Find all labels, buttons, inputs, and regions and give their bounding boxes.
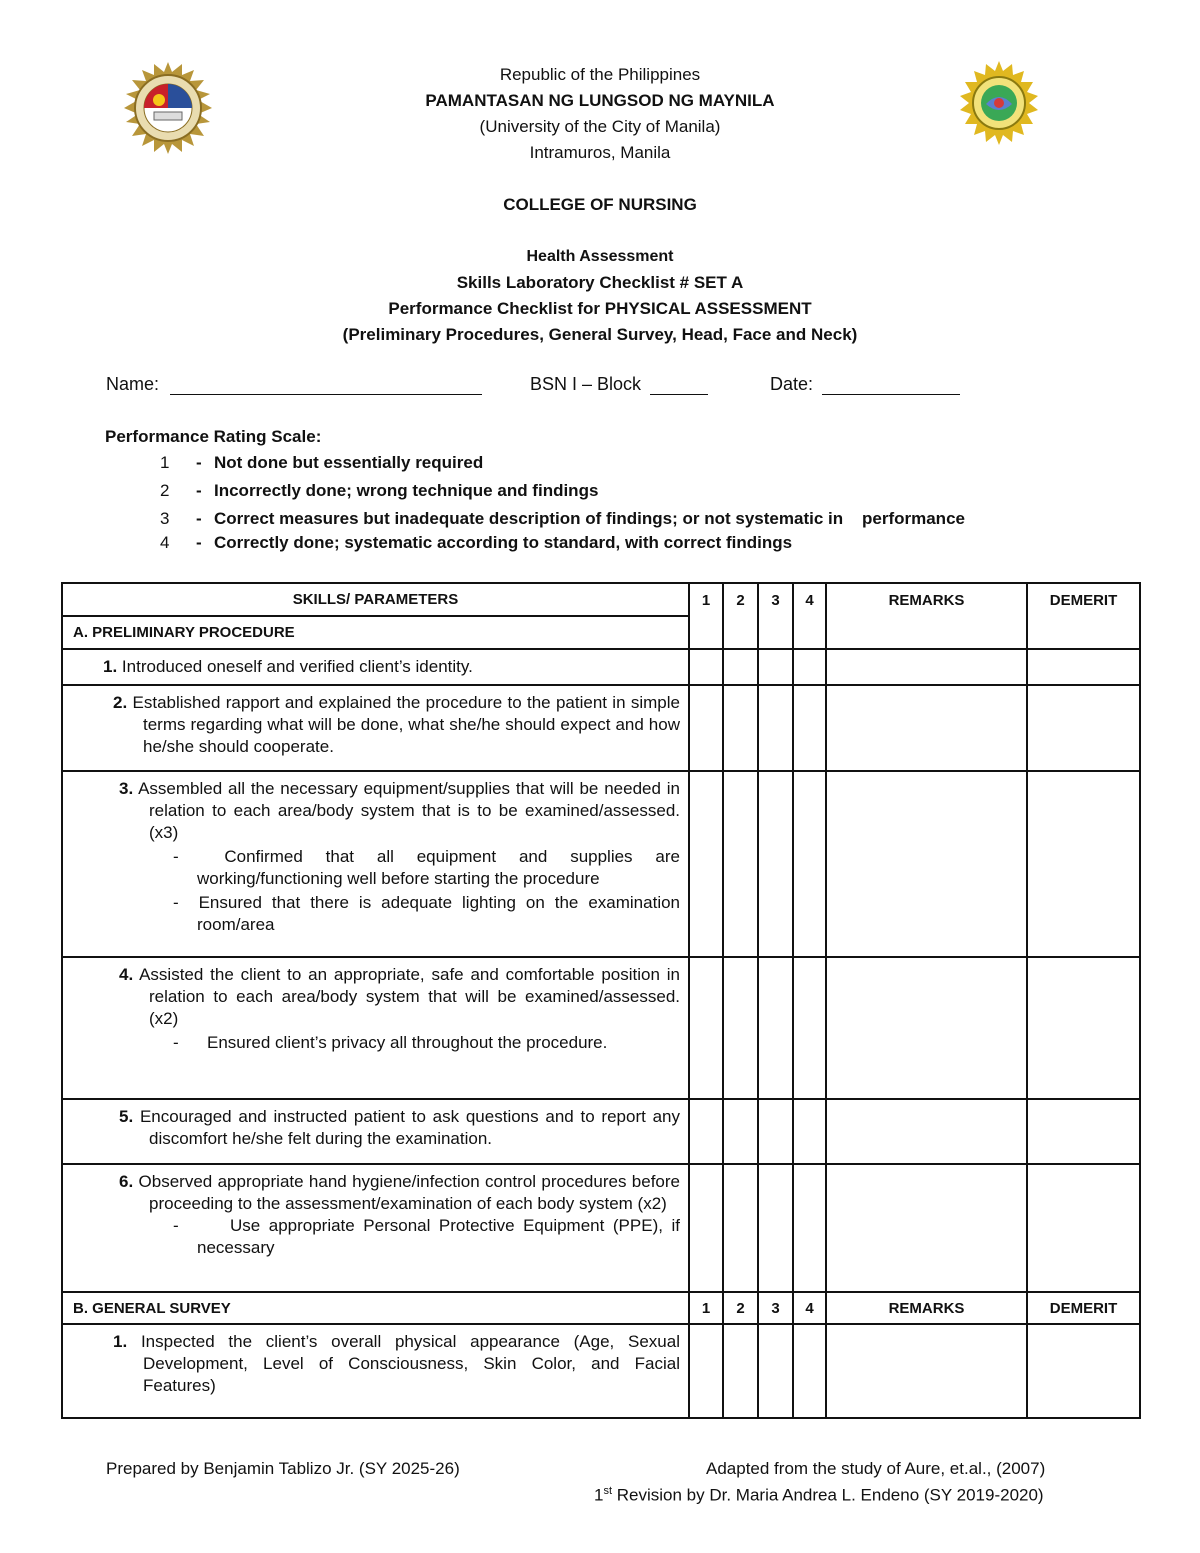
rating-4-cell[interactable] [793, 1099, 826, 1164]
rating-1-header: 1 [689, 1292, 723, 1324]
rating-4-cell[interactable] [793, 771, 826, 957]
rating-scale-item: 1 - Not done but essentially required [160, 453, 484, 472]
rating-1-cell[interactable] [689, 1324, 723, 1418]
sub-item: Use appropriate Personal Protective Equipment (PPE), if necessary [197, 1216, 680, 1257]
rating-scale-item: 4 - Correctly done; systematic according to standard, with correct findings [160, 533, 793, 552]
date-field[interactable] [770, 374, 960, 395]
rating-2-cell[interactable] [723, 685, 758, 771]
rating-3-header: 3 [758, 583, 793, 649]
rating-3-cell[interactable] [758, 1164, 793, 1292]
remarks-cell[interactable] [826, 771, 1027, 957]
rating-description: Incorrectly done; wrong technique and findings [214, 481, 599, 500]
rating-4-cell[interactable] [793, 685, 826, 771]
college-name: COLLEGE OF NURSING [503, 195, 697, 214]
course-name: Health Assessment [526, 248, 674, 265]
rating-number: 3 [160, 509, 170, 528]
rating-2-cell[interactable] [723, 771, 758, 957]
rating-4-header: 4 [793, 1292, 826, 1324]
rating-1-cell[interactable] [689, 771, 723, 957]
remarks-cell[interactable] [826, 957, 1027, 1099]
demerit-cell[interactable] [1027, 1164, 1140, 1292]
checklist-scope: (Preliminary Procedures, General Survey, Head, Face and Neck) [342, 325, 858, 344]
table-row [62, 1324, 1140, 1418]
remarks-cell[interactable] [826, 1324, 1027, 1418]
country-heading: Republic of the Philippines [499, 65, 701, 84]
university-name: PAMANTASAN NG LUNGSOD NG MAYNILA [425, 91, 775, 110]
remarks-cell[interactable] [826, 649, 1027, 685]
remarks-cell[interactable] [826, 1099, 1027, 1164]
demerit-header: DEMERIT [1027, 1292, 1140, 1324]
rating-4-cell[interactable] [793, 649, 826, 685]
block-label: BSN I – Block [530, 374, 642, 394]
table-row [62, 771, 1140, 957]
rating-4-cell[interactable] [793, 1324, 826, 1418]
rating-2-header: 2 [723, 583, 758, 649]
rating-2-cell[interactable] [723, 1099, 758, 1164]
demerit-cell[interactable] [1027, 685, 1140, 771]
rating-1-cell[interactable] [689, 685, 723, 771]
adapted-from: Adapted from the study of Aure, et.al., (2007) [706, 1459, 1046, 1478]
rating-scale-item: 2 - Incorrectly done; wrong technique and findings [160, 481, 599, 500]
rating-2-cell[interactable] [723, 649, 758, 685]
table-row [62, 649, 1140, 685]
remarks-header: REMARKS [826, 1292, 1027, 1324]
rating-number: 1 [160, 453, 170, 472]
rating-2-cell[interactable] [723, 1164, 758, 1292]
rating-1-header: 1 [689, 583, 723, 649]
prepared-by: Prepared by Benjamin Tablizo Jr. (SY 2025-26) [106, 1459, 460, 1478]
sub-item: Ensured client’s privacy all throughout the procedure. [207, 1033, 608, 1052]
checklist-subtitle: Performance Checklist for PHYSICAL ASSESSMENT [388, 299, 812, 318]
skill-item: 5. Encouraged and instructed patient to ask questions and to report any discomfort he/she felt during the examination. [62, 1099, 689, 1164]
sub-item: Ensured that there is adequate lighting on the examination room/area [197, 893, 680, 934]
rating-3-cell[interactable] [758, 1324, 793, 1418]
name-field[interactable] [106, 374, 482, 395]
table-row [62, 1099, 1140, 1164]
rating-3-cell[interactable] [758, 771, 793, 957]
table-row [62, 1164, 1140, 1292]
rating-scale-list [0, 453, 1200, 563]
sub-item: Confirmed that all equipment and supplies are working/functioning well before starting the procedure [197, 847, 680, 888]
rating-2-header: 2 [723, 1292, 758, 1324]
demerit-cell[interactable] [1027, 1099, 1140, 1164]
rating-scale-title: Performance Rating Scale: [105, 427, 322, 446]
university-english-name: (University of the City of Manila) [479, 117, 721, 136]
name-blank-line[interactable] [170, 376, 482, 395]
rating-3-cell[interactable] [758, 649, 793, 685]
demerit-cell[interactable] [1027, 1324, 1140, 1418]
skill-item: 1. Inspected the client’s overall physical appearance (Age, Sexual Development, Level of Consciousness, Skin Color, and Facial Features) [62, 1324, 689, 1418]
rating-description: Not done but essentially required [214, 453, 484, 472]
date-blank-line[interactable] [822, 376, 960, 395]
section-b-title: B. GENERAL SURVEY [62, 1292, 689, 1324]
table-row [62, 685, 1140, 771]
rating-1-cell[interactable] [689, 649, 723, 685]
rating-3-header: 3 [758, 1292, 793, 1324]
rating-1-cell[interactable] [689, 957, 723, 1099]
section-a-title: A. PRELIMINARY PROCEDURE [62, 616, 689, 649]
demerit-cell[interactable] [1027, 771, 1140, 957]
rating-4-cell[interactable] [793, 1164, 826, 1292]
rating-2-cell[interactable] [723, 957, 758, 1099]
revision-ordinal-suffix: st [603, 1485, 613, 1497]
demerit-cell[interactable] [1027, 957, 1140, 1099]
remarks-header: REMARKS [826, 583, 1027, 649]
skill-item: 6. Observed appropriate hand hygiene/infection control procedures before proceeding to the assessment/examination of each body system (x2) - Use appropriate Personal Protective Equipment (PPE), if necessary [62, 1164, 689, 1292]
rating-description: Correctly done; systematic according to standard, with correct findings [214, 533, 793, 552]
rating-number: 4 [160, 533, 170, 552]
skills-header: SKILLS/ PARAMETERS [62, 583, 689, 616]
revision-ordinal: 1 [594, 1485, 604, 1505]
remarks-cell[interactable] [826, 1164, 1027, 1292]
skill-item: 1. Introduced oneself and verified client’s identity. [62, 649, 689, 685]
revision-note [594, 1485, 1044, 1506]
rating-number: 2 [160, 481, 170, 500]
table-row [62, 957, 1140, 1099]
skill-item: 3. Assembled all the necessary equipment/supplies that will be needed in relation to each area/body system that is to be examined/assessed. (x3) - Confirmed that all equipment and supplies are working/functioning well before starting the procedure - Ensured that there is adequate lighting on the examination room/area [62, 771, 689, 957]
table-header-row [62, 583, 1140, 616]
name-label: Name: [106, 374, 160, 394]
block-field[interactable] [530, 374, 708, 395]
rating-3-cell[interactable] [758, 957, 793, 1099]
rating-4-header: 4 [793, 583, 826, 649]
rating-4-cell[interactable] [793, 957, 826, 1099]
rating-3-cell[interactable] [758, 1099, 793, 1164]
rating-1-cell[interactable] [689, 1164, 723, 1292]
rating-description: Correct measures but inadequate description of findings; or not systematic in performance [214, 509, 965, 528]
section-row [62, 1292, 1140, 1324]
university-location: Intramuros, Manila [529, 143, 671, 162]
rating-1-cell[interactable] [689, 1099, 723, 1164]
block-blank-line[interactable] [650, 376, 708, 395]
skill-item: 2. Established rapport and explained the procedure to the patient in simple terms regarding what will be done, what she/he should expect and how he/she should cooperate. [62, 685, 689, 771]
remarks-cell[interactable] [826, 685, 1027, 771]
skills-checklist-table [61, 582, 1141, 1419]
demerit-header: DEMERIT [1027, 583, 1140, 649]
revision-text: Revision by Dr. Maria Andrea L. Endeno (SY 2019-2020) [616, 1485, 1044, 1505]
rating-2-cell[interactable] [723, 1324, 758, 1418]
rating-scale-item: 3 - Correct measures but inadequate description of findings; or not systematic in performance [160, 509, 965, 528]
date-label: Date: [770, 374, 814, 394]
demerit-cell[interactable] [1027, 649, 1140, 685]
rating-3-cell[interactable] [758, 685, 793, 771]
checklist-title: Skills Laboratory Checklist # SET A [456, 273, 744, 292]
skill-item: 4. Assisted the client to an appropriate, safe and comfortable position in relation to each area/body system that will be examined/assessed. (x2) - Ensured client’s privacy all throughout the procedure. [62, 957, 689, 1099]
